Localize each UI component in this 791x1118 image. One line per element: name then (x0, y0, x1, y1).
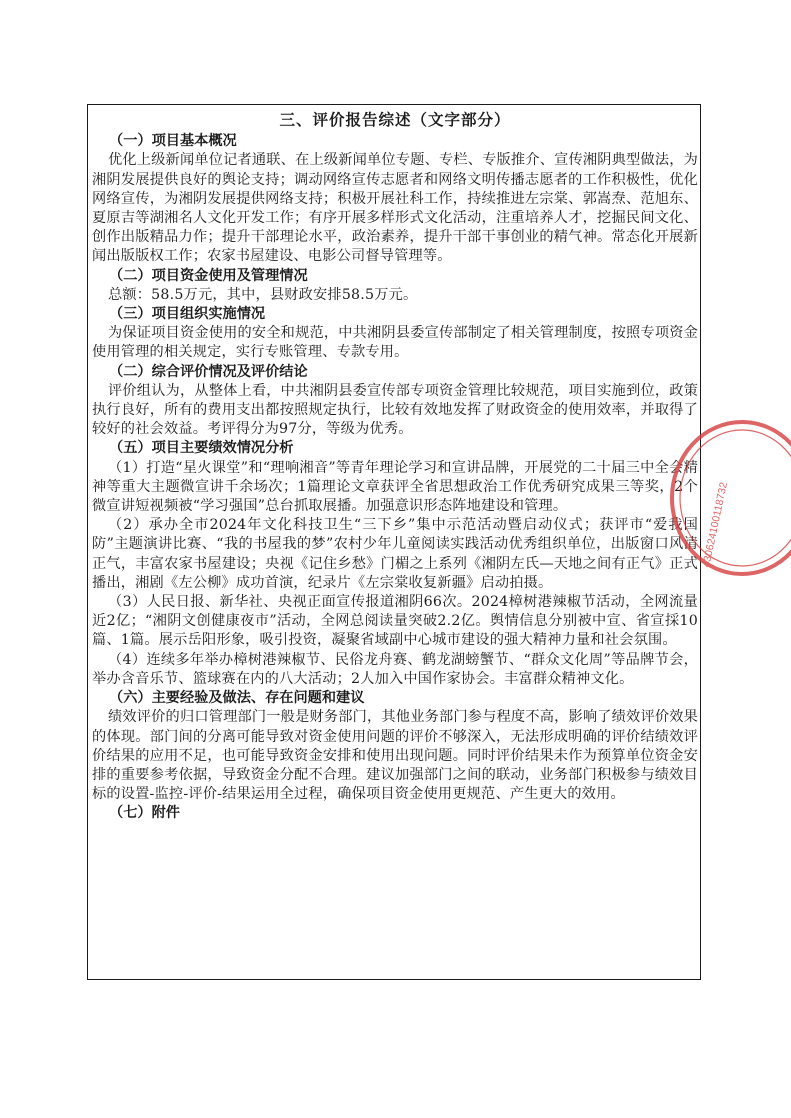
section-paragraph: 总额：58.5万元，其中，县财政安排58.5万元。 (108, 286, 418, 303)
section-paragraph: （2）承办全市2024年文化科技卫生“三下乡”集中示范活动暨启动仪式；获评市“爱我国防”主题演讲比赛、“我的书屋我的梦”农村少年儿童阅读实践活动优秀组织单位，出版窗口风清正气，丰富农家书屋建设；央视《记住乡愁》门楣之上系列《湘阴左氏—天地之间有正气》正式播出，湘剧《左公柳》成功首演，纪录片《左宗棠收复新疆》启动拍摄。 (92, 517, 698, 591)
report-document (92, 110, 698, 824)
section-paragraph: 绩效评价的归口管理部门一般是财务部门，其他业务部门参与程度不高，影响了绩效评价效果的体现。部门间的分离可能导致对资金使用问题的评价不够深入，无法形成明确的评价结绩效评价结果的应用不足，也可能导致资金安排和使用出现问题。同时评价结果未作为预算单位资金安排的重要参考依据，导致资金分配不合理。建议加强部门之间的联动，业务部门积极参与绩效目标的设置-监控-评价-结果运用全过程，确保项目资金使用更规范、产生更大的效用。 (92, 709, 698, 803)
section-heading-performance-analysis: （五）项目主要绩效情况分析 (109, 440, 294, 457)
section-paragraph: （3）人民日报、新华社、央视正面宣传报道湘阴66次。2024樟树港辣椒节活动，全网流量近2亿；“湘阴文创健康夜市”活动，全网总阅读量突破2.2亿。舆情信息分别被中宣、省宣採10篇、1篇。展示岳阳形象，吸引投资，凝聚省域副中心城市建设的强大精神力量和社会氛围。 (92, 594, 698, 649)
seal-number: 430624100118732 (700, 481, 730, 569)
section-heading-experience-issues: （六）主要经验及做法、存在问题和建议 (109, 690, 365, 707)
section-paragraph: （4）连续多年举办樟树港辣椒节、民俗龙舟赛、鹤龙湖螃蟹节、“群众文化周”等品牌节会，举办含音乐节、篮球赛在内的八大活动；2人加入中国作家协会。丰富群众精神文化。 (92, 651, 698, 687)
section-paragraph: 优化上级新闻单位记者通联、在上级新闻单位专题、专栏、专版推介、宣传湘阴典型做法，为湘阴发展提供良好的舆论支持；调动网络宣传志愿者和网络文明传播志愿者的工作积极性，优化网络宣传，为湘阴发展提供网络支持；积极开展社科工作，持续推进左宗棠、郭嵩焘、范旭东、夏原吉等湖湘名人文化开发工作；有序开展多样形式文化活动，注重培养人才，挖掘民间文化、创作出版精品力作；提升干部理论水平，政治素养，提升干部干事创业的精气神。常态化开展新闻出版版权工作；农家书屋建设、电影公司督导管理等。 (92, 152, 698, 265)
section-heading-evaluation-conclusion: （二）综合评价情况及评价结论 (109, 363, 308, 380)
section-heading-basic-overview: （一）项目基本概况 (109, 133, 237, 150)
report-title: 三、评价报告综述（文字部分） (279, 110, 511, 129)
section-paragraph: 评价组认为，从整体上看，中共湘阴县委宣传部专项资金管理比较规范，项目实施到位，政策执行良好，所有的费用支出都按照规定执行，比较有效地发挥了财政资金的使用效率，并取得了较好的社会效益。考评得分为97分，等级为优秀。 (92, 382, 698, 438)
section-heading-fund-usage: （二）项目资金使用及管理情况 (109, 267, 308, 284)
section-heading-implementation: （三）项目组织实施情况 (109, 306, 266, 323)
section-paragraph: 为保证项目资金使用的安全和规范，中共湘阴县委宣传部制定了相关管理制度，按照专项资金使用管理的相关规定，实行专账管理、专款专用。 (92, 325, 698, 361)
section-heading-attachments: （七）附件 (109, 805, 180, 822)
section-paragraph: （1）打造“星火课堂”和“理响湘音”等青年理论学习和宣讲品牌，开展党的二十届三中全会精神等重大主题微宣讲千余场次；1篇理论文章获评全省思想政治工作优秀研究成果三等奖，2个微宣讲短视频被“学习强国”总台抓取展播。加强意识形态阵地建设和管理。 (92, 459, 698, 515)
